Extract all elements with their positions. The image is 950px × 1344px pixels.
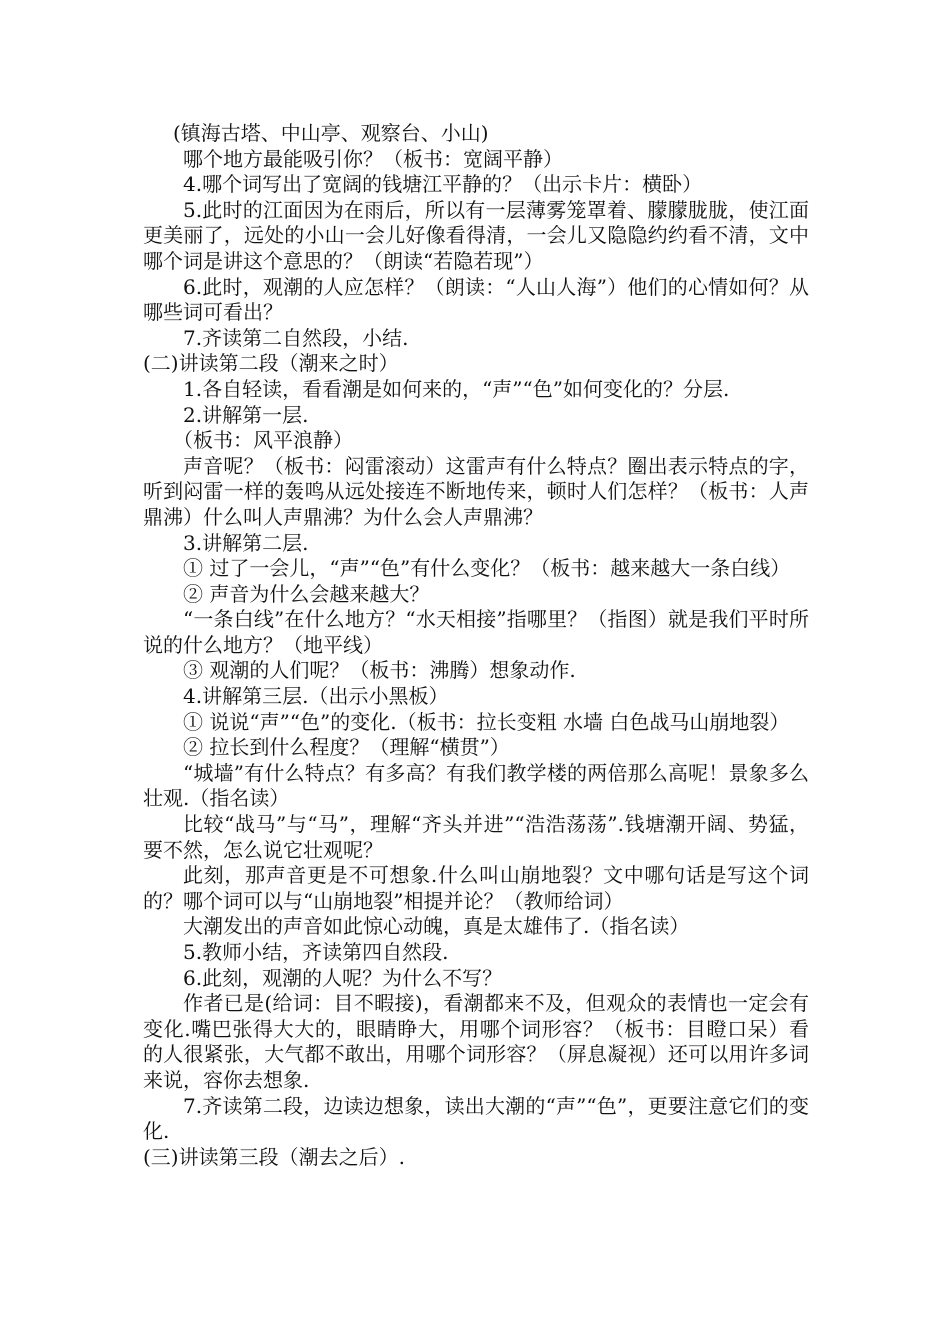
paragraph-s2-step-5: 5.教师小结，齐读第四自然段.: [183, 940, 449, 964]
paragraph-l3-circle-1: ① 说说“声”“色”的变化.（板书：拉长变粗 水墙 白色战马山崩地裂）: [183, 709, 790, 734]
paragraph-tide-sound: 大潮发出的声音如此惊心动魄，真是太雄伟了.（指名读）: [183, 914, 690, 939]
paragraph-question-attraction: 哪个地方最能吸引你？（板书：宽阔平静）: [183, 146, 563, 171]
paragraph-l3-circle-2: ② 拉长到什么程度？（理解“横贯”）: [183, 735, 510, 760]
paragraph-step-4: 4.哪个词写出了宽阔的钱塘江平静的？（出示卡片：横卧）: [183, 172, 703, 197]
paragraph-s2-step-3: 3.讲解第二层.: [183, 530, 309, 555]
paragraph-warhorse: 比较“战马”与“马”，理解“齐头并进”“浩浩荡荡”.钱塘潮开阔、势猛，要不然，怎么说它壮观呢？: [143, 812, 809, 862]
paragraph-locations: (镇海古塔、中山亭、观察台、小山): [173, 121, 489, 145]
paragraph-city-wall: “城墙”有什么特点？有多高？有我们教学楼的两倍那么高呢！景象多么壮观.（指名读）: [143, 760, 809, 811]
section-heading-2: (二)讲读第二段（潮来之时）: [143, 351, 399, 376]
paragraph-circle-3: ③ 观潮的人们呢？（板书：沸腾）想象动作.: [183, 658, 576, 683]
paragraph-s2-step-7: 7.齐读第二段，边读边想象，读出大潮的“声”“色”，更要注意它们的变化.: [143, 1093, 809, 1144]
section-heading-3: (三)讲读第三段（潮去之后）.: [143, 1144, 405, 1169]
document-body: [143, 121, 809, 1170]
paragraph-s2-step-2: 2.讲解第一层.: [183, 402, 309, 427]
paragraph-step-6: 6.此时，观潮的人应怎样？（朗读：“人山人海”）他们的心情如何？从哪些词可看出？: [143, 274, 809, 325]
paragraph-circle-1: ① 过了一会儿，“声”“色”有什么变化？（板书：越来越大一条白线）: [183, 556, 791, 581]
paragraph-white-line: “一条白线”在什么地方？“水天相接”指哪里？（指图）就是我们平时所说的什么地方？（地平线）: [143, 607, 809, 657]
paragraph-board-calm: （板书：风平浪静）: [173, 428, 353, 453]
paragraph-s2-step-4: 4.讲解第三层.（出示小黑板）: [183, 684, 449, 709]
paragraph-audience: 作者已是(给词：目不暇接)，看潮都来不及，但观众的表情也一定会有变化.嘴巴张得大大的，眼睛睁大，用哪个词形容？（板书：目瞪口呆）看的人很紧张，大气都不敢出，用哪个词形容？（屏息凝视）还可以用许多词来说，容你去想象.: [143, 991, 809, 1092]
paragraph-circle-2: ② 声音为什么会越来越大？: [183, 581, 430, 606]
paragraph-sound: 声音呢？（板书：闷雷滚动）这雷声有什么特点？圈出表示特点的字，听到闷雷一样的轰鸣从远处接连不断地传来，顿时人们怎样？（板书：人声鼎沸）什么叫人声鼎沸？为什么会人声鼎沸？: [143, 453, 809, 529]
paragraph-landslide: 此刻，那声音更是不可想象.什么叫山崩地裂？文中哪句话是写这个词的？哪个词可以与“山崩地裂”相提并论？（教师给词）: [143, 863, 809, 913]
paragraph-s2-step-6: 6.此刻，观潮的人呢？为什么不写？: [183, 965, 503, 990]
paragraph-s2-step-1: 1.各自轻读，看看潮是如何来的，“声”“色”如何变化的？分层.: [183, 376, 730, 401]
paragraph-step-7: 7.齐读第二自然段，小结.: [183, 325, 409, 350]
paragraph-step-5: 5.此时的江面因为在雨后，所以有一层薄雾笼罩着、朦朦胧胧，使江面更美丽了，远处的小山一会儿好像看得清，一会儿又隐隐约约看不清，文中哪个词是讲这个意思的？（朗读“若隐若现”）: [143, 197, 809, 273]
